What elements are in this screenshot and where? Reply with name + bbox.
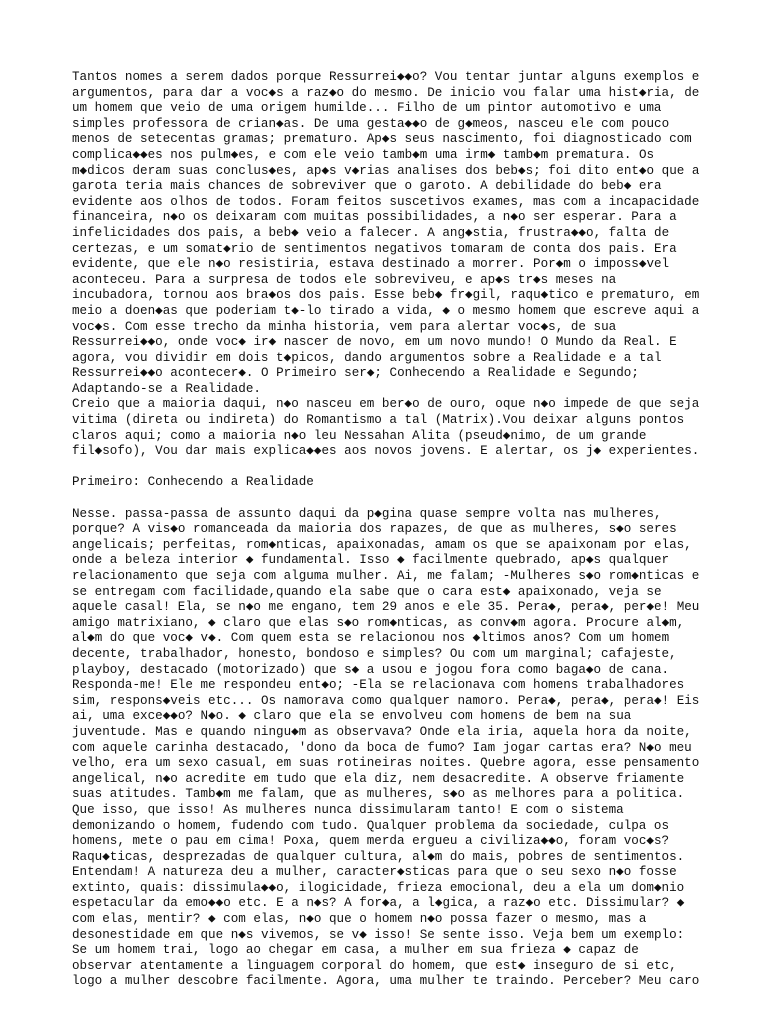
text-line: Tantos nomes a serem dados porque Ressurrei◆◆o? Vou tentar juntar alguns exemplos e	[72, 70, 700, 84]
text-line: evidente aos olhos de todos. Foram feitos suscetivos exames, mas com a incapacidade	[72, 194, 700, 209]
text-line: Se um homem trai, logo ao chegar em casa, a mulher em sua frieza ◆ capaz de	[72, 943, 639, 958]
text-line: infelicidades dos pais, a beb◆ veio a falecer. A ang◆stia, frustra◆◆o, falta de	[72, 225, 670, 240]
section-heading: Primeiro: Conhecendo a Realidade	[72, 475, 314, 490]
text-line: homens, mete o pau em cima! Poxa, quem merda ergueu a civiliza◆◆o, foram voc◆s?	[72, 834, 670, 849]
text-line: onde a beleza interior ◆ fundamental. Isso ◆ facilmente quebrado, ap◆s qualquer	[72, 553, 670, 568]
text-line: logo a mulher descobre facilmente. Agora, uma mulher te traindo. Perceber? Meu caro	[72, 974, 700, 989]
text-line: Raqu◆ticas, desprezadas de qualquer cultura, al◆m do mais, pobres de sentimentos.	[72, 849, 685, 864]
text-line: fil◆sofo), Vou dar mais explica◆◆es aos novos jovens. E alertar, os j◆ experientes.	[72, 444, 700, 459]
text-line: ai, uma exce◆◆o? N◆o. ◆ claro que ela se envolveu com homens de bem na sua	[72, 709, 632, 724]
text-line: Nesse. passa-passa de assunto daqui da p◆gina quase sempre volta nas mulheres,	[72, 506, 662, 521]
text-line: velho, era um sexo casual, em suas rotineiras noites. Quebre agora, esse pensamento	[72, 756, 700, 771]
text-line: al◆m do que voc◆ v◆. Com quem esta se relacionou nos ◆ltimos anos? Com um homem	[72, 631, 670, 646]
text-line: complica◆◆es nos pulm◆es, e com ele veio tamb◆m uma irm◆ tamb◆m prematura. Os	[72, 147, 655, 162]
text-line: claros aqui; como a maioria n◆o leu Nessahan Alita (pseud◆nimo, de um grande	[72, 428, 647, 443]
text-line: com elas, mentir? ◆ com elas, n◆o que o homem n◆o possa fazer o mesmo, mas a	[72, 912, 647, 927]
text-line: espetacular da emo◆◆o etc. E a n◆s? A for◆a, a l◆gica, a raz◆o etc. Dissimular? ◆	[72, 896, 685, 911]
text-line: vitima (direta ou indireta) do Romantismo a tal (Matrix).Vou deixar alguns pontos	[72, 413, 685, 428]
text-line: aconteceu. Para a surpresa de todos ele sobreviveu, e ap◆s tr◆s meses na	[72, 272, 617, 287]
text-line: meio a doen◆as que poderiam t◆-lo tirado a vida, ◆ o mesmo homem que escreve aqui a	[72, 303, 700, 318]
text-line: juventude. Mas e quando ningu◆m as observava? Onde ela iria, aquela hora da noite,	[72, 724, 692, 739]
text-line: agora, vou dividir em dois t◆picos, dando argumentos sobre a Realidade e a tal	[72, 350, 662, 365]
text-line: se entregam com facilidade,quando ela sabe que o cara est◆ apaixonado, veja se	[72, 584, 662, 599]
text-line: Entendam! A natureza deu a mulher, caracter◆sticas para que o seu sexo n◆o fosse	[72, 865, 677, 880]
text-line: sim, respons◆veis etc... Os namorava como qualquer namoro. Pera◆, pera◆, pera◆! Eis	[72, 693, 700, 708]
text-line	[72, 460, 712, 476]
text-line: simples professora de crian◆as. De uma gesta◆◆o de g◆meos, nasceu ele com pouco	[72, 116, 670, 131]
text-line: playboy, destacado (motorizado) que s◆ a usou e jogou fora como baga◆o de cana.	[72, 662, 670, 677]
text-line: argumentos, para dar a voc◆s a raz◆o do mesmo. De inicio vou falar uma hist◆ria, de	[72, 85, 700, 100]
text-line: financeira, n◆o os deixaram com muitas possibilidades, a n◆o ser esperar. Para a	[72, 210, 677, 225]
text-line: Ressurrei◆◆o acontecer◆. O Primeiro ser◆; Conhecendo a Realidade e Segundo;	[72, 366, 639, 381]
text-line: m◆dicos deram suas conclus◆es, ap◆s v◆rias analises dos beb◆s; foi dito ent◆o que a	[72, 163, 700, 178]
text-line: aquele casal! Ela, se n◆o me engano, tem 29 anos e ele 35. Pera◆, pera◆, per◆e! Meu	[72, 600, 700, 615]
text-line: angelical, n◆o acredite em tudo que ela diz, nem desacredite. A observe friamente	[72, 771, 685, 786]
text-line: porque? A vis◆o romanceada da maioria dos rapazes, de que as mulheres, s◆o seres	[72, 522, 677, 537]
text-line: desonestidade em que n◆s vivemos, se v◆ isso! Se sente isso. Veja bem um exemplo:	[72, 927, 685, 942]
text-line: decente, trabalhador, honesto, bondoso e simples? Ou com um marginal; cafajeste,	[72, 646, 677, 661]
text-line: evidente, que ele n◆o resistiria, estava destinado a morrer. Por◆m o imposs◆vel	[72, 257, 670, 272]
document-page	[72, 70, 712, 990]
text-line: relacionamento que seja com alguma mulher. Ai, me falam; -Mulheres s◆o rom◆nticas e	[72, 569, 700, 583]
text-line	[72, 491, 712, 507]
text-line: voc◆s. Com esse trecho da minha historia, vem para alertar voc◆s, de sua	[72, 319, 617, 334]
text-line: certezas, e um somat◆rio de sentimentos negativos tomaram de conta dos pais. Era	[72, 241, 677, 256]
text-line: extinto, quais: dissimula◆◆o, ilogicidade, frieza emocional, deu a ela um dom◆nio	[72, 880, 685, 895]
text-line: angelicais; perfeitas, rom◆nticas, apaixonadas, amam os que se apaixonam por elas,	[72, 537, 692, 552]
text-line: Creio que a maioria daqui, n◆o nasceu em ber◆o de ouro, oque n◆o impede de que seja	[72, 397, 700, 412]
text-line: garota teria mais chances de sobreviver que o garoto. A debilidade do beb◆ era	[72, 179, 662, 194]
text-line: Adaptando-se a Realidade.	[72, 381, 261, 396]
text-line: amigo matrixiano, ◆ claro que elas s◆o rom◆nticas, as conv◆m agora. Procure al◆m,	[72, 615, 685, 630]
text-line: com aquele carinha destacado, 'dono da boca de fumo? Iam jogar cartas era? N◆o meu	[72, 740, 692, 755]
text-line: menos de setecentas gramas; prematuro. Ap◆s seus nascimento, foi diagnosticado com	[72, 132, 692, 147]
text-line: demonizando o homem, fudendo com tudo. Qualquer problema da sociedade, culpa os	[72, 818, 670, 833]
text-line: Responda-me! Ele me respondeu ent◆o; -Ela se relacionava com homens trabalhadores	[72, 678, 685, 693]
text-line: Que isso, que isso! As mulheres nunca dissimularam tanto! E com o sistema	[72, 802, 624, 817]
text-line: Ressurrei◆◆o, onde voc◆ ir◆ nascer de novo, em um novo mundo! O Mundo da Real. E	[72, 335, 677, 350]
text-line: observar atentamente a linguagem corporal do homem, que est◆ inseguro de si etc,	[72, 958, 677, 973]
text-line: suas atitudes. Tamb◆m me falam, que as mulheres, s◆o as melhores para a politica.	[72, 787, 685, 802]
text-line: um homem que veio de uma origem humilde... Filho de um pintor automotivo e uma	[72, 101, 662, 116]
text-line: incubadora, tornou aos bra◆os dos pais. Esse beb◆ fr◆gil, raqu◆tico e prematuro, em	[72, 288, 700, 303]
